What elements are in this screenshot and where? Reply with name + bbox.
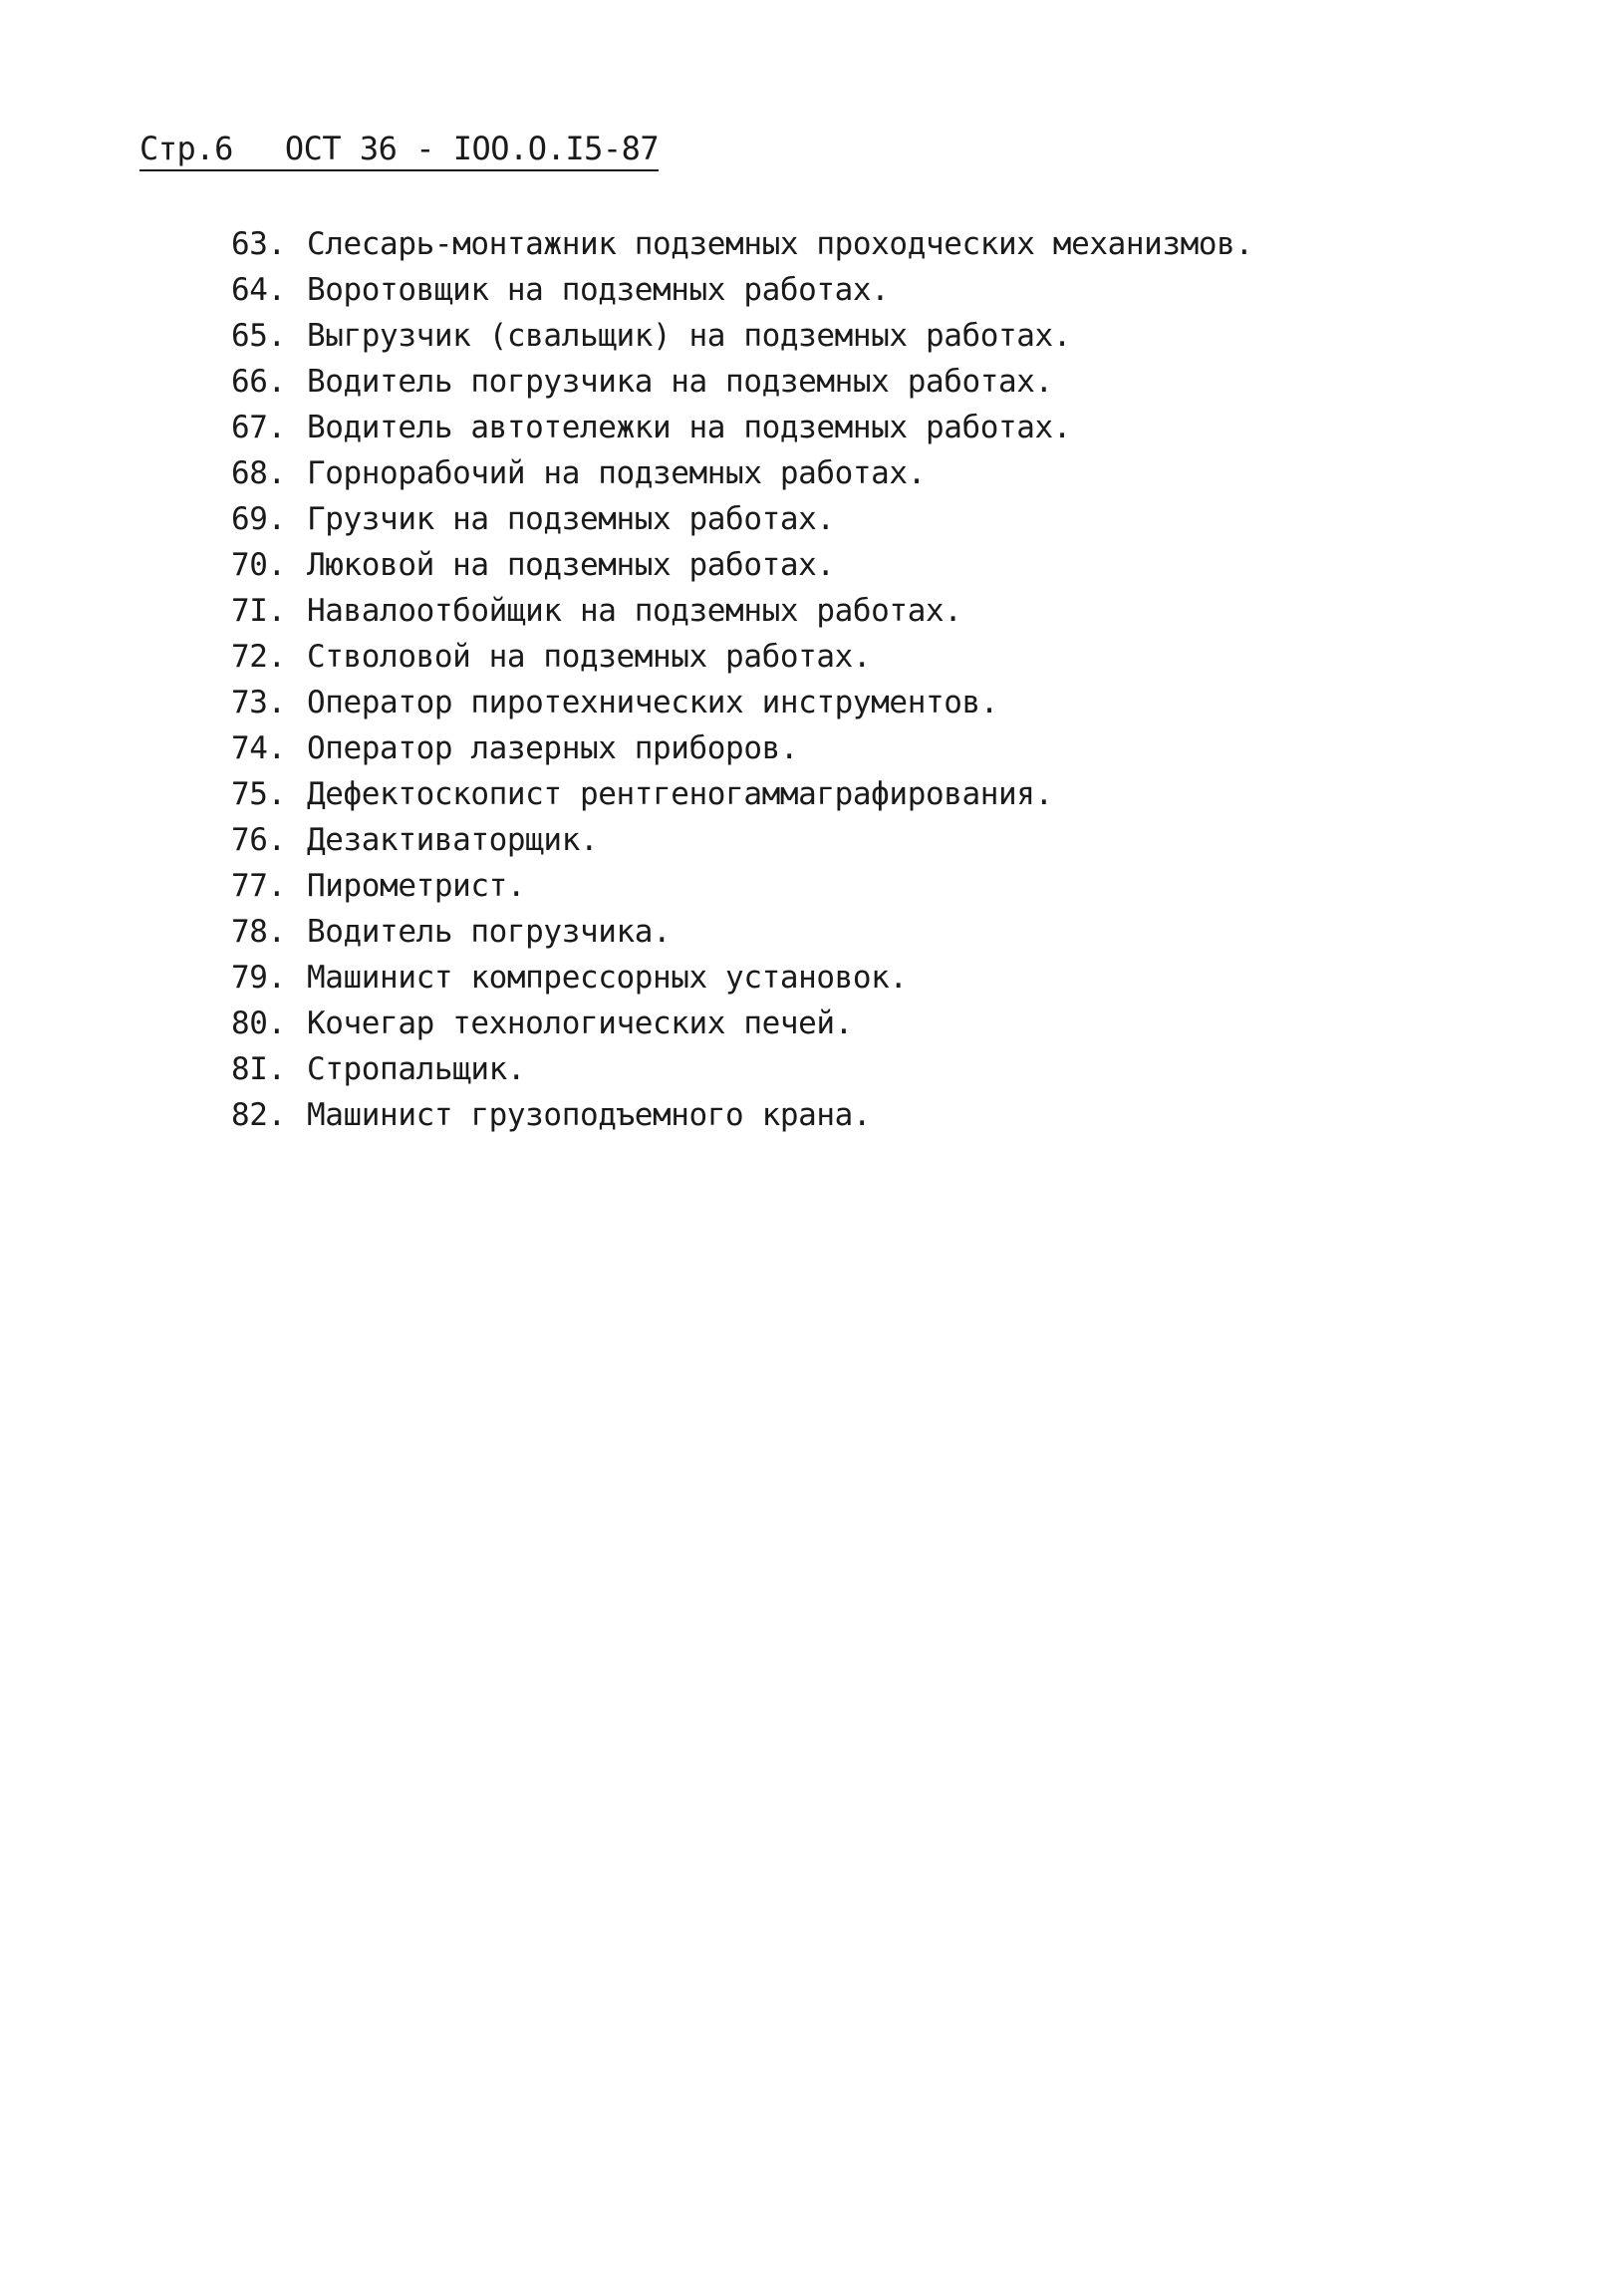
item-text: Пирометрист. <box>307 868 526 904</box>
list-item <box>231 588 1253 634</box>
list-item <box>231 771 1253 817</box>
item-text: Машинист компрессорных установок. <box>307 960 908 996</box>
item-number: 73. <box>231 685 286 720</box>
item-number: 76. <box>231 822 286 858</box>
item-number: 68. <box>231 455 286 491</box>
item-number: 70. <box>231 547 286 583</box>
item-number: 65. <box>231 318 286 354</box>
item-text: Горнорабочий на подземных работах. <box>307 455 926 491</box>
item-number: 69. <box>231 501 286 537</box>
item-text: Оператор лазерных приборов. <box>307 730 799 766</box>
profession-list <box>231 221 1253 1138</box>
list-item <box>231 863 1253 909</box>
item-number: 66. <box>231 364 286 400</box>
item-text: Водитель автотележки на подземных работах. <box>307 410 1072 445</box>
item-text: Стропальщик. <box>307 1051 526 1087</box>
list-item <box>231 496 1253 542</box>
list-item <box>231 313 1253 359</box>
item-text: Люковой на подземных работах. <box>307 547 835 583</box>
item-text: Выгрузчик (свальщик) на подземных работах. <box>307 318 1072 354</box>
item-text: Грузчик на подземных работах. <box>307 501 835 537</box>
list-item <box>231 909 1253 955</box>
list-item <box>231 1046 1253 1092</box>
item-number: 75. <box>231 776 286 812</box>
item-number: 77. <box>231 868 286 904</box>
item-text: Машинист грузоподъемного крана. <box>307 1097 872 1133</box>
list-item <box>231 359 1253 405</box>
list-item <box>231 680 1253 725</box>
list-item <box>231 725 1253 771</box>
list-item <box>231 542 1253 588</box>
item-number: 8I. <box>231 1051 286 1087</box>
item-text: Кочегар технологических печей. <box>307 1005 853 1041</box>
list-item <box>231 1001 1253 1046</box>
item-number: 74. <box>231 730 286 766</box>
page-number: Стр.6 <box>139 130 233 167</box>
item-number: 72. <box>231 639 286 675</box>
list-item <box>231 450 1253 496</box>
list-item <box>231 221 1253 267</box>
list-item <box>231 817 1253 863</box>
item-number: 7I. <box>231 593 286 629</box>
item-text: Навалоотбойщик на подземных работах. <box>307 593 962 629</box>
item-text: Дезактиваторщик. <box>307 822 599 858</box>
item-number: 78. <box>231 914 286 950</box>
item-text: Водитель погрузчика. <box>307 914 672 950</box>
item-number: 79. <box>231 960 286 996</box>
list-item <box>231 634 1253 680</box>
item-number: 82. <box>231 1097 286 1133</box>
item-text: Стволовой на подземных работах. <box>307 639 872 675</box>
list-item <box>231 1092 1253 1138</box>
list-item <box>231 405 1253 450</box>
list-item <box>231 267 1253 313</box>
page-header <box>139 130 659 171</box>
item-number: 64. <box>231 272 286 308</box>
item-text: Дефектоскопист рентгеногаммаграфирования. <box>307 776 1053 812</box>
item-text: Воротовщик на подземных работах. <box>307 272 890 308</box>
document-code: ОСТ 36 - IOO.O.I5-87 <box>284 130 660 167</box>
item-text: Водитель погрузчика на подземных работах. <box>307 364 1053 400</box>
list-item <box>231 955 1253 1001</box>
item-number: 63. <box>231 226 286 262</box>
item-number: 80. <box>231 1005 286 1041</box>
item-number: 67. <box>231 410 286 445</box>
item-text: Оператор пиротехнических инструментов. <box>307 685 999 720</box>
item-text: Слесарь-монтажник подземных проходческих механизмов. <box>307 226 1253 262</box>
